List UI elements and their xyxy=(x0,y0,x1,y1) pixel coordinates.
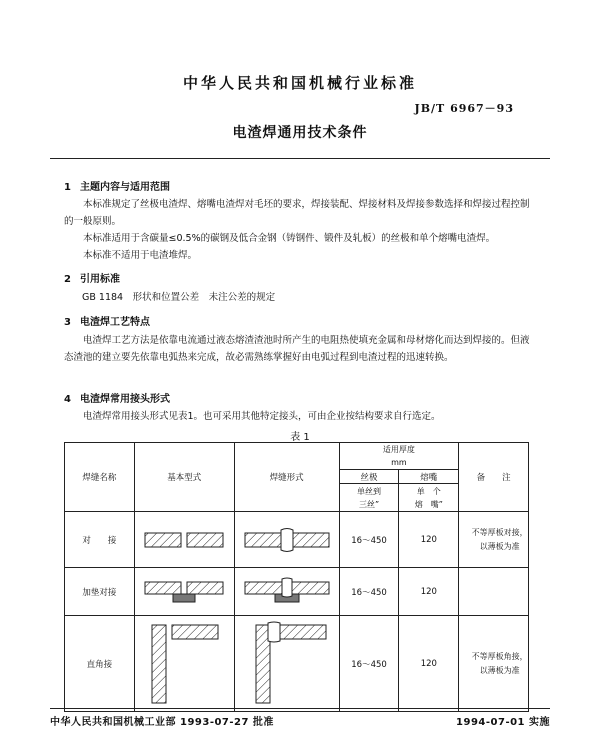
row-wire: 16～450 xyxy=(339,568,399,616)
section-1-para-2: 本标准适用于含碳量≤0.5%的碳钢及低合金钢（铸钢件、锻件及轧板）的丝极和单个熔嘴电渣焊。 xyxy=(83,233,496,244)
header-thickness xyxy=(339,443,459,470)
table-row xyxy=(65,616,529,712)
corner-joint-diagram xyxy=(144,621,224,707)
header-wire: 丝极 xyxy=(339,470,399,484)
header-basic-form: 基本型式 xyxy=(134,443,234,512)
weld-form-backed xyxy=(234,568,339,616)
thickness-label: 适用厚度 xyxy=(382,445,415,454)
section-4-para-1: 电渣焊常用接头形式见表1。也可采用其他特定接头，可由企业按结构要求自行选定。 xyxy=(83,411,441,422)
row-remark: 不等厚板角接，以薄板为准 xyxy=(459,616,529,712)
section-3-para-1: 电渣焊工艺方法是依靠电流通过液态熔渣渣池时所产生的电阻热使填充金属和母材熔化而达到焊接的。但液态渣池的建立要先依靠电弧热来完成，故必需熟练掌握好由电弧过程到电渣过程的迅速转换。 xyxy=(64,335,530,363)
table-caption: 表 1 xyxy=(290,432,310,443)
section-title: 电渣焊常用接头形式 xyxy=(80,394,170,405)
section-4-heading xyxy=(64,390,170,405)
section-1-heading xyxy=(64,178,170,193)
thickness-unit: mm xyxy=(391,458,407,467)
backed-joint-diagram xyxy=(139,576,229,608)
section-number: 4 xyxy=(64,394,71,405)
nozzle-sub-2: 熔 嘴 xyxy=(414,499,439,509)
backed-weld-diagram xyxy=(239,576,335,608)
weld-form-butt xyxy=(234,512,339,568)
section-number: 1 xyxy=(64,182,71,193)
row-wire: 16～450 xyxy=(339,512,399,568)
section-3-heading xyxy=(64,313,150,328)
basic-form-butt xyxy=(134,512,234,568)
nozzle-sub-1: 单 个 xyxy=(416,486,441,496)
basic-form-backed xyxy=(134,568,234,616)
section-number: 2 xyxy=(64,274,71,285)
section-2-heading xyxy=(64,270,120,285)
section-1-para-3: 本标准不适用于电渣堆焊。 xyxy=(83,250,198,261)
row-wire: 16～450 xyxy=(339,616,399,712)
joint-types-table xyxy=(64,442,529,712)
approval-line: 中华人民共和国机械工业部 1993-07-27 批准 xyxy=(50,717,274,728)
row-nozzle: 120 xyxy=(399,568,459,616)
document-title: 电渣焊通用技术条件 xyxy=(232,125,368,141)
wire-sub-1: 单丝到 xyxy=(357,486,382,496)
row-nozzle: 120 xyxy=(399,512,459,568)
row-remark xyxy=(459,568,529,616)
row-name: 加垫对接 xyxy=(65,568,135,616)
section-title: 主题内容与适用范围 xyxy=(80,182,170,193)
footer-divider xyxy=(50,708,550,709)
wire-sub-2: 三丝 xyxy=(358,499,375,509)
ministry-title: 中华人民共和国机械行业标准 xyxy=(182,74,417,92)
butt-joint-diagram xyxy=(139,525,229,555)
butt-weld-diagram xyxy=(239,525,335,555)
corner-weld-diagram xyxy=(242,621,332,707)
basic-form-corner xyxy=(134,616,234,712)
row-nozzle: 120 xyxy=(399,616,459,712)
header-wire-sub: 单丝到 三丝” xyxy=(339,484,399,512)
section-2-para-1: GB 1184 形状和位置公差 未注公差的规定 xyxy=(82,292,276,303)
section-number: 3 xyxy=(64,317,71,328)
header-divider xyxy=(50,158,550,159)
row-remark: 不等厚板对接，以薄板为准 xyxy=(459,512,529,568)
header-weld-name: 焊缝名称 xyxy=(65,443,135,512)
header-nozzle-sub: 单 个 熔 嘴” xyxy=(399,484,459,512)
header-nozzle: 熔嘴 xyxy=(399,470,459,484)
table-row xyxy=(65,512,529,568)
table-row xyxy=(65,568,529,616)
effective-date: 1994-07-01 实施 xyxy=(456,717,550,728)
header-remark: 备 注 xyxy=(459,443,529,512)
section-title: 引用标准 xyxy=(80,274,120,285)
weld-form-corner xyxy=(234,616,339,712)
row-name: 直角接 xyxy=(65,616,135,712)
section-1-para-1: 本标准规定了丝极电渣焊、熔嘴电渣焊对毛坯的要求，焊接装配、焊接材料及焊接参数选择和焊接过程控制的一般原则。 xyxy=(64,199,530,227)
standard-number: JB/T 6967－93 xyxy=(414,102,514,115)
row-name: 对 接 xyxy=(65,512,135,568)
section-title: 电渣焊工艺特点 xyxy=(80,317,150,328)
header-weld-form: 焊缝形式 xyxy=(234,443,339,512)
